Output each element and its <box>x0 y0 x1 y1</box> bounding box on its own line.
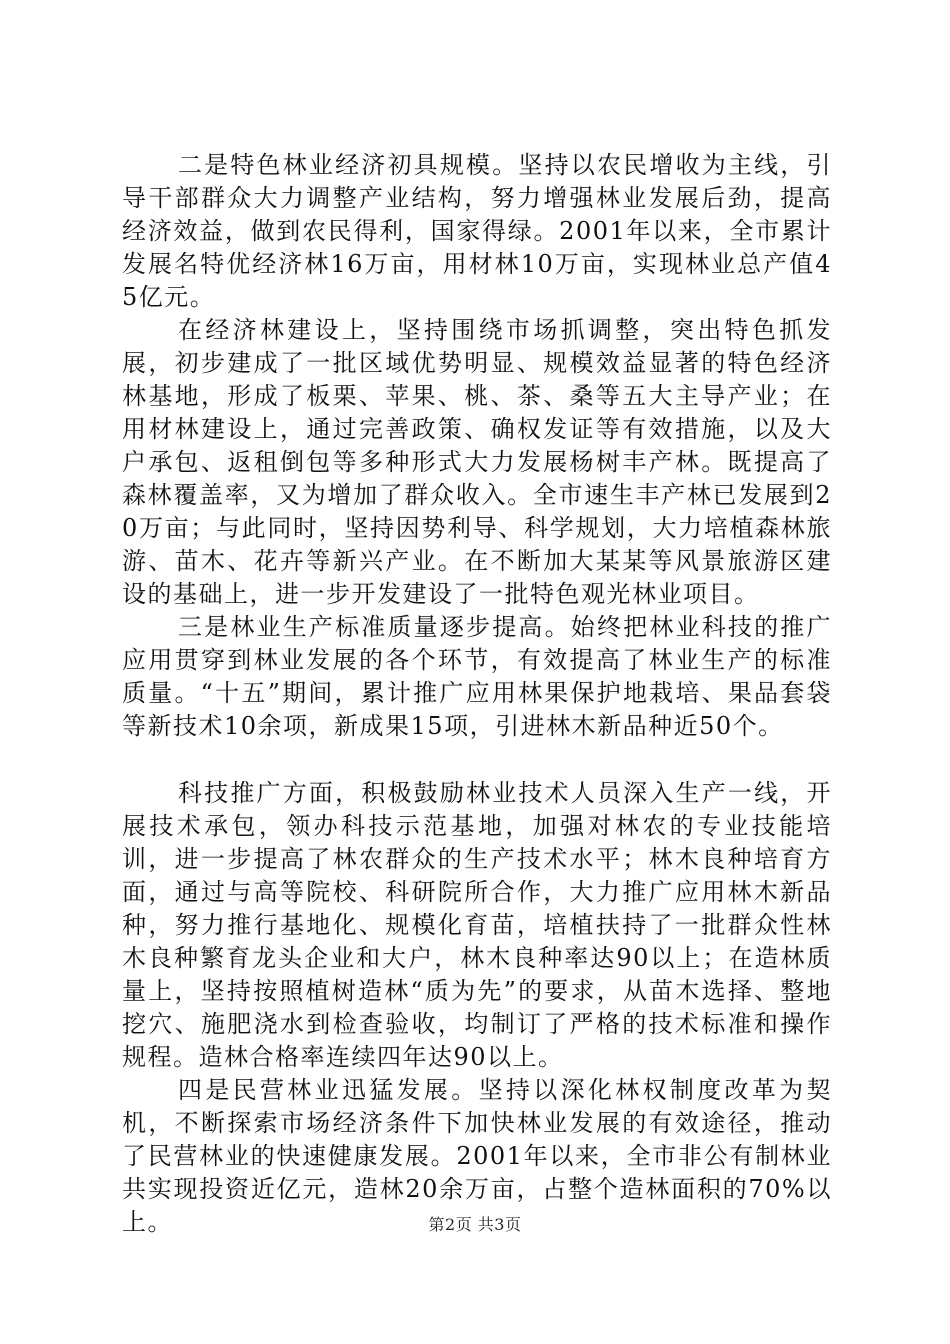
document-body <box>122 149 832 1239</box>
paragraph-5: 四是民营林业迅猛发展。坚持以深化林权制度改革为契机，不断探索市场经济条件下加快林业发展的有效途径，推动了民营林业的快速健康发展。2001年以来，全市非公有制林业共实现投资近亿元，造林20余万亩，占整个造林面积的70%以上。 <box>122 1076 832 1236</box>
paragraph-3: 三是林业生产标准质量逐步提高。始终把林业科技的推广应用贯穿到林业发展的各个环节，有效提高了林业生产的标准质量。“十五”期间，累计推广应用林果保护地栽培、果品套袋等新技术10余项，新成果15项，引进林木新品种近50个。 <box>122 613 832 740</box>
page-footer: 第2页 共3页 <box>428 1215 522 1234</box>
paragraph-4: 科技推广方面，积极鼓励林业技术人员深入生产一线，开展技术承包，领办科技示范基地，加强对林农的专业技能培训，进一步提高了林农群众的生产技术水平；林木良种培育方面，通过与高等院校、科研院所合作，大力推广应用林木新品种，努力推行基地化、规模化育苗，培植扶持了一批群众性林木良种繁育龙头企业和大户，林木良种率达90以上；在造林质量上，坚持按照植树造林“质为先”的要求，从苗木选择、整地挖穴、施肥浇水到检查验收，均制订了严格的技术标准和操作规程。造林合格率连续四年达90以上。 <box>122 779 832 1071</box>
paragraph-1: 二是特色林业经济初具规模。坚持以农民增收为主线，引导干部群众大力调整产业结构，努力增强林业发展后劲，提高经济效益，做到农民得利，国家得绿。2001年以来，全市累计发展名特优经济林16万亩，用材林10万亩，实现林业总产值45亿元。 <box>122 151 832 311</box>
paragraph-gap <box>122 743 832 777</box>
paragraph-2: 在经济林建设上，坚持围绕市场抓调整，突出特色抓发展，初步建成了一批区域优势明显、规模效益显著的特色经济林基地，形成了板栗、苹果、桃、茶、桑等五大主导产业；在用材林建设上，通过完善政策、确权发证等有效措施，以及大户承包、返租倒包等多种形式大力发展杨树丰产林。既提高了森林覆盖率，又为增加了群众收入。全市速生丰产林已发展到20万亩；与此同时，坚持因势利导、科学规划，大力培植森林旅游、苗木、花卉等新兴产业。在不断加大某某等风景旅游区建设的基础上，进一步开发建设了一批特色观光林业项目。 <box>122 316 832 608</box>
